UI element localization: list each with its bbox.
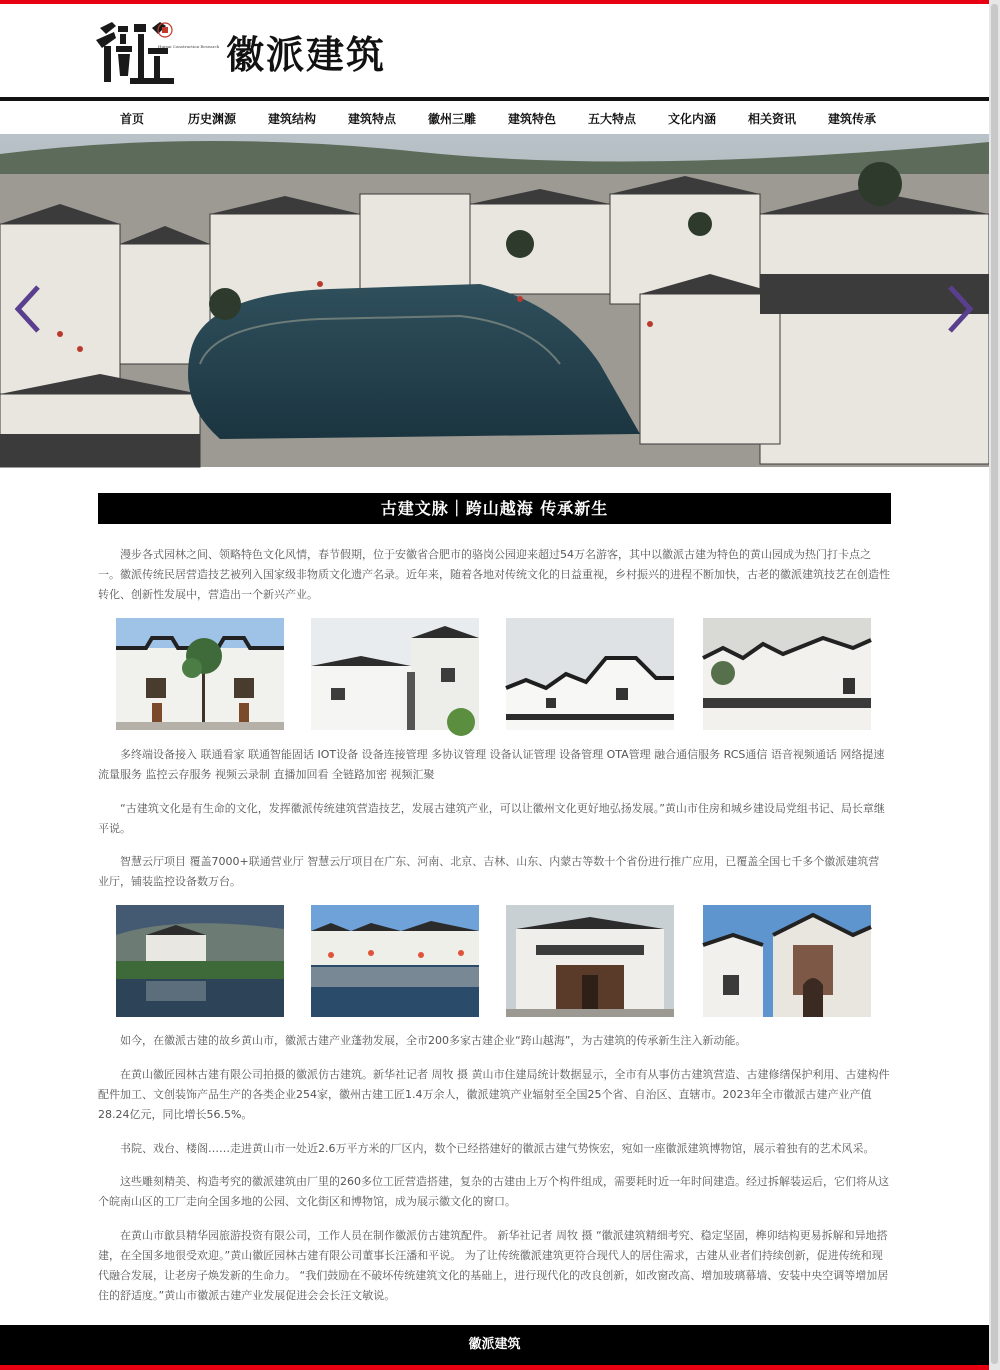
gallery-photo-night-village[interactable]: [311, 905, 479, 1017]
gallery-photo-arch-gate[interactable]: [703, 905, 871, 1017]
footer: 徽派建筑: [0, 1325, 989, 1365]
gallery-photo-rooftops[interactable]: [703, 618, 871, 730]
logo-seal-text: Huipai Construction Research: [158, 44, 220, 49]
nav-item-3[interactable]: 建筑特点: [347, 112, 396, 126]
nav-item-5[interactable]: 建筑特色: [507, 112, 556, 126]
bottom-accent-line: [0, 1365, 989, 1370]
nav-item-6[interactable]: 五大特点: [587, 112, 636, 126]
gallery-photo-horse-head-wall[interactable]: [506, 618, 674, 730]
banner-village-photo: [0, 134, 989, 467]
section-title: 古建文脉｜跨山越海 传承新生: [98, 493, 891, 524]
paragraph: 在黄山徽匠园林古建有限公司拍摄的徽派仿古建筑。新华社记者 周牧 摄 黄山市住建局统计数据显示，全市有从事仿古建筑营造、古建修缮保护利用、古建构件配件加工、文创装饰产品生产的各类企业254家，徽州古建工匠1.4万余人，徽派建筑产业辐射至全国25个省、自治区、直辖市。2023年全市徽派古建产业产值28.24亿元，同比增长56.5%。: [98, 1068, 890, 1121]
paragraph: 如今，在徽派古建的故乡黄山市，徽派古建产业蓬勃发展，全市200多家古建企业“跨山越海”，为古建筑的传承新生注入新动能。: [120, 1034, 747, 1047]
paragraph: 书院、戏台、楼阁……走进黄山市一处近2.6万平方米的厂区内，数个已经搭建好的徽派古建气势恢宏，宛如一座徽派建筑博物馆，展示着独有的艺术风采。: [120, 1142, 875, 1155]
hero-banner: [0, 134, 989, 467]
banner-prev-button[interactable]: [12, 284, 42, 334]
gallery-photo-memorial-hall[interactable]: [506, 905, 674, 1017]
chevron-left-icon: [12, 284, 42, 334]
paragraph: 多终端设备接入 联通看家 联通智能固话 IOT设备 设备连接管理 多协议管理 设备认证管理 设备管理 OTA管理 融合通信服务 RCS通信 语音视频通话 网络提速 流量服务 监控云存服务 视频云录制 直播加回看 全链路加密 视频汇聚: [98, 748, 885, 781]
banner-next-button[interactable]: [946, 284, 976, 334]
brand-logo[interactable]: [94, 18, 220, 86]
paragraph: “古建筑文化是有生命的文化，发挥徽派传统建筑营造技艺，发展古建筑产业，可以让徽州文化更好地弘扬发展。”黄山市住房和城乡建设局党组书记、局长章继平说。: [98, 802, 885, 835]
page-scrollbar[interactable]: [989, 0, 1000, 1370]
nav-item-2[interactable]: 建筑结构: [267, 112, 316, 126]
nav-item-8[interactable]: 相关资讯: [747, 112, 796, 126]
header: [0, 4, 989, 98]
paragraph: 智慧云厅项目 覆盖7000+联通营业厅 智慧云厅项目在广东、河南、北京、吉林、山东、内蒙古等数十个省份进行推广应用，已覆盖全国七千多个徽派建筑营业厅，铺装监控设备数万台。: [98, 855, 880, 888]
nav-item-4[interactable]: 徽州三雕: [427, 112, 476, 126]
chevron-right-icon: [946, 284, 976, 334]
paragraph: 这些雕刻精美、构造考究的徽派建筑由厂里的260多位工匠营造搭建，复杂的古建由上万个构件组成，需要耗时近一年时间建造。经过拆解装运后，它们将从这个皖南山区的工厂走向全国多地的公园、文化街区和博物馆，成为展示徽文化的窗口。: [98, 1175, 889, 1208]
nav-item-0[interactable]: 首页: [119, 112, 144, 126]
nav-item-9[interactable]: 建筑传承: [827, 112, 876, 126]
paragraph: 漫步各式园林之间、领略特色文化风情，春节假期，位于安徽省合肥市的骆岗公园迎来超过54万名游客，其中以徽派古建为特色的黄山园成为热门打卡点之一。徽派传统民居营造技艺被列入国家级非物质文化遗产名录。近年来，随着各地对传统文化的日益重视，乡村振兴的进程不断加快，古老的徽派建筑技艺在创造性转化、创新性发展中，营造出一个新兴产业。: [98, 548, 890, 601]
gallery-photo-lotus-pond[interactable]: [116, 905, 284, 1017]
gallery-photo-white-houses[interactable]: [311, 618, 479, 730]
nav-item-7[interactable]: 文化内涵: [667, 112, 716, 126]
scrollbar-thumb[interactable]: [991, 4, 998, 1364]
site-title: 徽派建筑: [226, 33, 387, 77]
main-nav: [0, 97, 989, 138]
nav-item-1[interactable]: 历史渊源: [187, 112, 236, 126]
paragraph: 在黄山市歙县精华园旅游投资有限公司，工作人员在制作徽派仿古建筑配件。 新华社记者 周牧 摄 “徽派建筑精细考究、稳定坚固，榫卯结构更易拆解和异地搭建，在全国多地很受欢迎。”黄山徽匠园林古建有限公司董事长汪潘和平说。 为了让传统徽派建筑更符合现代人的居住需求，古建从业者们持续创新，促进传统和现代融合发展，让老房子焕发新的生命力。 “我们鼓励在不破坏传统建筑文化的基础上，进行现代化的改良创新，如改窗改高、增加玻璃幕墙、安装中央空调等增加居住的舒适度。”黄山市徽派古建产业发展促进会会长汪文敏说。: [98, 1229, 889, 1302]
gallery-photo-hui-wall-tree[interactable]: [116, 618, 284, 730]
